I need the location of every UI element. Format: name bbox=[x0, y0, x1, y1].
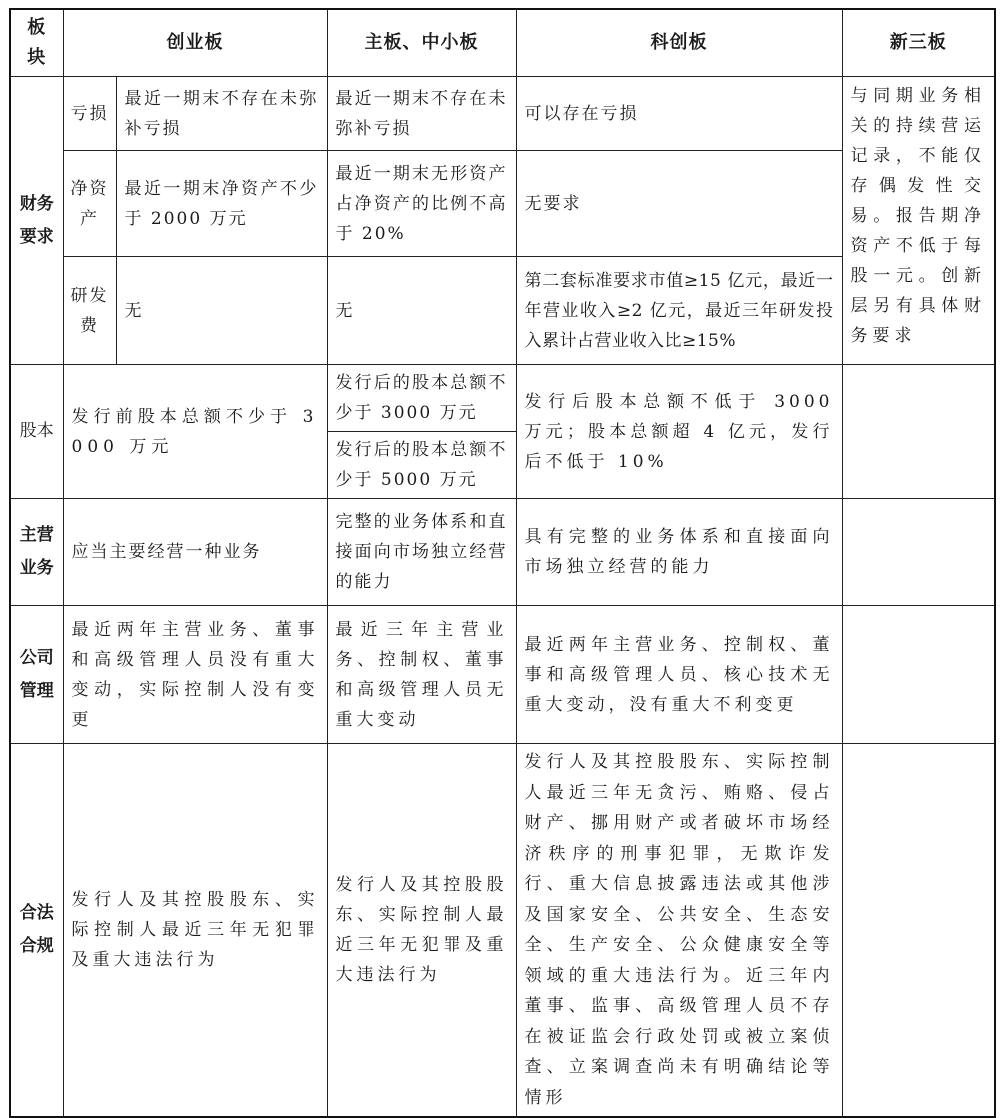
cell-star-compliance: 发行人及其控股股东、实际控制人最近三年无贪污、贿赂、侵占财产、挪用财产或者破坏市场经济秩序的刑事犯罪，无欺诈发行、重大信息披露违法或其他涉及国家安全、公共安全、生态安全、生产安全、公众健康安全等领域的重大违法行为。近三年内董事、监事、高级管理人员不存在被证监会行政处罚或被立案侦查、立案调查尚未有明确结论等情形 bbox=[516, 744, 842, 1118]
cell-star-governance: 最近两年主营业务、控制权、董事和高级管理人员、核心技术无重大变动，没有重大不利变更 bbox=[516, 606, 842, 744]
cell-chinext-compliance: 发行人及其控股股东、实际控制人最近三年无犯罪及重大违法行为 bbox=[63, 744, 327, 1118]
sub-label-rnd: 研发费 bbox=[63, 257, 116, 365]
table-row-capital-a bbox=[10, 365, 995, 432]
sub-label-net-assets: 净资产 bbox=[63, 151, 116, 257]
cell-main-business: 完整的业务体系和直接面向市场独立经营的能力 bbox=[327, 499, 516, 606]
row-label-capital: 股本 bbox=[10, 365, 63, 499]
cell-star-loss: 可以存在亏损 bbox=[516, 77, 842, 151]
cell-neeq-business bbox=[842, 499, 995, 606]
cell-main-capital-a: 发行后的股本总额不少于 3000 万元 bbox=[327, 365, 516, 432]
cell-star-rnd: 第二套标准要求市值≥15 亿元，最近一年营业收入≥2 亿元，最近三年研发投入累计占营业收入比≥15% bbox=[516, 257, 842, 365]
cell-chinext-rnd: 无 bbox=[116, 257, 327, 365]
header-row bbox=[10, 9, 995, 77]
cell-chinext-capital: 发行前股本总额不少于 3000 万元 bbox=[63, 365, 327, 499]
cell-chinext-business: 应当主要经营一种业务 bbox=[63, 499, 327, 606]
header-category: 板块 bbox=[10, 9, 63, 77]
cell-star-capital: 发行后股本总额不低于 3000 万元；股本总额超 4 亿元，发行后不低于 10% bbox=[516, 365, 842, 499]
cell-neeq-compliance bbox=[842, 744, 995, 1118]
header-chinext: 创业板 bbox=[63, 9, 327, 77]
table-row-compliance bbox=[10, 744, 995, 1118]
cell-main-net-assets: 最近一期末无形资产占净资产的比例不高于 20% bbox=[327, 151, 516, 257]
cell-main-loss: 最近一期末不存在未弥补亏损 bbox=[327, 77, 516, 151]
row-label-compliance: 合法合规 bbox=[10, 744, 63, 1118]
cell-neeq-governance bbox=[842, 606, 995, 744]
cell-star-business: 具有完整的业务体系和直接面向市场独立经营的能力 bbox=[516, 499, 842, 606]
cell-chinext-governance: 最近两年主营业务、董事和高级管理人员没有重大变动，实际控制人没有变更 bbox=[63, 606, 327, 744]
cell-star-net-assets: 无要求 bbox=[516, 151, 842, 257]
table-row-finance-loss bbox=[10, 77, 995, 151]
cell-neeq-finance: 与同期业务相关的持续营运记录，不能仅存偶发性交易。报告期净资产不低于每股一元。创新层另有具体财务要求 bbox=[842, 77, 995, 365]
table-row-governance bbox=[10, 606, 995, 744]
row-label-business: 主营业务 bbox=[10, 499, 63, 606]
row-label-governance: 公司管理 bbox=[10, 606, 63, 744]
cell-main-governance: 最近三年主营业务、控制权、董事和高级管理人员无重大变动 bbox=[327, 606, 516, 744]
sub-label-loss: 亏损 bbox=[63, 77, 116, 151]
cell-main-rnd: 无 bbox=[327, 257, 516, 365]
cell-chinext-loss: 最近一期末不存在未弥补亏损 bbox=[116, 77, 327, 151]
cell-main-compliance: 发行人及其控股股东、实际控制人最近三年无犯罪及重大违法行为 bbox=[327, 744, 516, 1118]
cell-neeq-capital bbox=[842, 365, 995, 499]
cell-main-capital-b: 发行后的股本总额不少于 5000 万元 bbox=[327, 432, 516, 499]
header-neeq: 新三板 bbox=[842, 9, 995, 77]
row-label-finance: 财务要求 bbox=[10, 77, 63, 365]
header-star-market: 科创板 bbox=[516, 9, 842, 77]
header-main-board: 主板、中小板 bbox=[327, 9, 516, 77]
table-row-business bbox=[10, 499, 995, 606]
listing-requirements-table bbox=[9, 8, 996, 1118]
cell-chinext-net-assets: 最近一期末净资产不少于 2000 万元 bbox=[116, 151, 327, 257]
